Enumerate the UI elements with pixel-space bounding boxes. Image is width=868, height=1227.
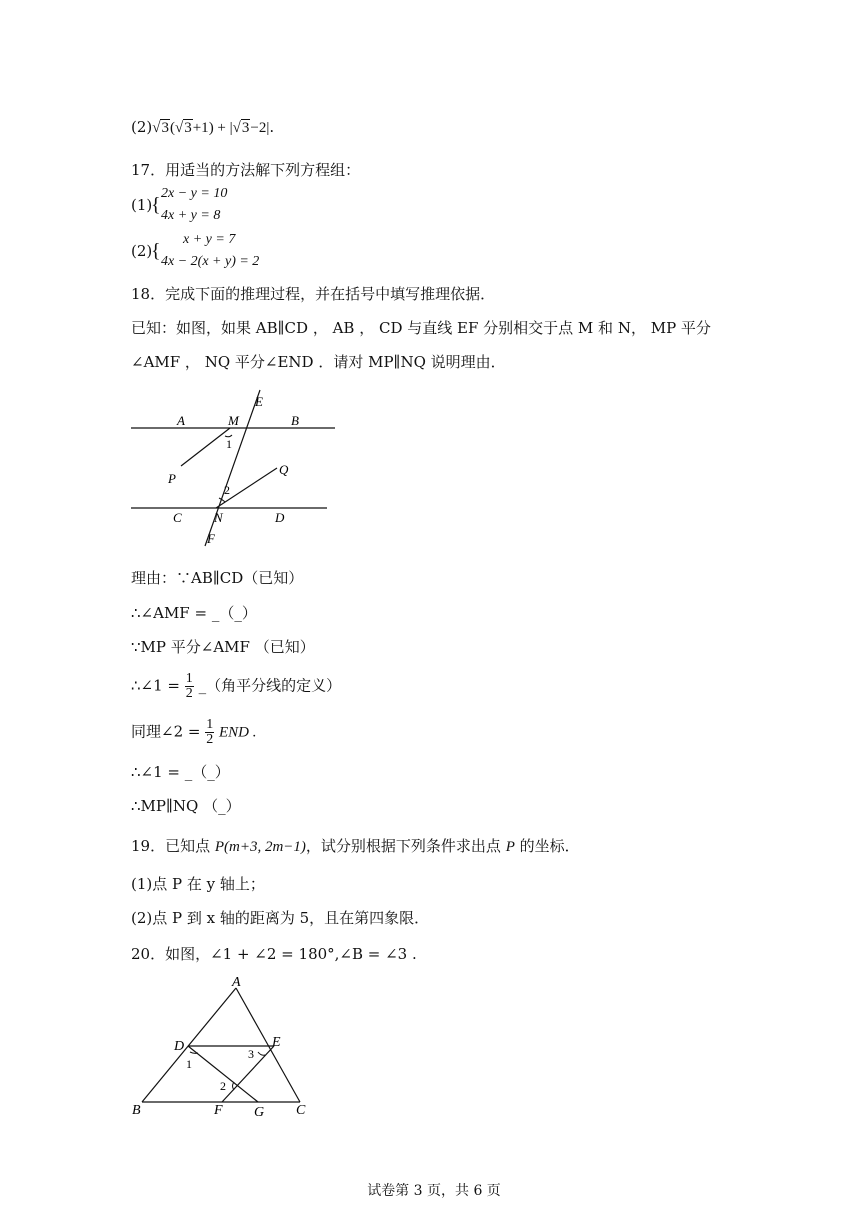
q19-title <box>131 836 580 857</box>
label-G: G <box>254 1105 265 1120</box>
q18-step5-num: 1 <box>206 717 214 732</box>
label-B: B <box>291 413 299 428</box>
label-C: C <box>173 510 182 525</box>
q17-sys2-brace: { <box>151 240 161 262</box>
q17-sys1-label: (1) <box>131 196 153 214</box>
label-D: D <box>174 1039 185 1054</box>
q17-system2 <box>131 232 351 276</box>
q17-title: 17．用适当的方法解下列方程组： <box>131 161 361 179</box>
q18-step4-fraction <box>185 672 194 701</box>
label-2: 2 <box>224 483 230 497</box>
label-P: P <box>168 471 176 486</box>
label-1: 1 <box>226 437 232 451</box>
q18-step4 <box>131 672 341 701</box>
q19-title-a: 19．已知点 <box>131 837 215 855</box>
label-M: M <box>228 413 239 428</box>
q18-step2: ∴∠AMF = _（_） <box>131 604 257 622</box>
label-F: F <box>207 531 215 546</box>
label-F: F <box>214 1103 223 1118</box>
q19-part2: (2)点 P 到 x 轴的距离为 5，且在第四象限． <box>131 909 430 927</box>
q17-sys2-eq1: x + y = 7 <box>183 232 236 247</box>
q18-step4-num: 1 <box>185 671 193 686</box>
q16-period: . <box>269 118 275 136</box>
q16-radicand-a: 3 <box>161 120 169 136</box>
q19-part1: (1)点 P 在 y 轴上； <box>131 875 265 893</box>
q16-radicand-b: 3 <box>184 120 192 136</box>
angle2-arc <box>233 1082 235 1090</box>
label-Q: Q <box>279 462 289 477</box>
q17-sys2-label: (2) <box>131 242 153 260</box>
label-E: E <box>255 394 263 409</box>
angle3-arc <box>258 1052 265 1055</box>
q17-sys1-eq2: 4x + y = 8 <box>161 208 221 223</box>
q18-given-line1: 已知：如图，如果 AB∥CD ， AB ， CD 与直线 EF 分别相交于点 M 和 N， MP 平分 <box>131 319 711 337</box>
q18-step5 <box>131 718 257 747</box>
q17-sys2-eq2: 4x − 2(x + y) = 2 <box>161 254 260 269</box>
q17-sys1-brace: { <box>151 194 161 216</box>
q18-step4-head: ∴∠1 = <box>131 676 180 695</box>
q16-part2 <box>131 117 274 138</box>
q18-given-line2: ∠AMF ， NQ 平分∠END ．请对 MP∥NQ 说明理由． <box>131 353 506 371</box>
q18-step5-fraction <box>205 718 214 747</box>
side-ac <box>236 988 300 1102</box>
label-D: D <box>275 510 285 525</box>
q18-step5-head: 同理∠2 = <box>131 722 201 741</box>
q18-step5-den: 2 <box>206 732 214 747</box>
label-E: E <box>272 1035 281 1050</box>
label-B: B <box>132 1103 141 1118</box>
q18-step3: ∵MP 平分∠AMF （已知） <box>131 638 315 656</box>
q18-title: 18．完成下面的推理过程，并在括号中填写推理依据． <box>131 285 496 303</box>
q18-step4-den: 2 <box>185 686 193 701</box>
q18-step6: ∴∠1 = _（_） <box>131 763 230 781</box>
q20-figure <box>126 972 326 1122</box>
q19-title-c: 的坐标． <box>514 837 580 855</box>
q19-point: P(m+3, 2m−1) <box>214 839 306 855</box>
q19-title-p: P <box>505 839 515 855</box>
q16-label: (2) <box>131 118 153 136</box>
page-footer: 试卷第 3 页，共 6 页 <box>367 1183 501 1199</box>
q16-term: +1 <box>192 120 209 136</box>
label-N: N <box>214 510 223 525</box>
q18-step4-tail: _（角平分线的定义） <box>198 676 342 695</box>
q18-step5-tail: END . <box>219 724 257 741</box>
q18-figure <box>125 388 345 548</box>
ray-mp <box>181 428 230 466</box>
q17-sys1-eq1: 2x − y = 10 <box>161 186 228 201</box>
q18-step1: 理由：∵AB∥CD（已知） <box>131 569 304 587</box>
q16-term2: −2 <box>250 120 267 136</box>
q18-step7: ∴MP∥NQ （_） <box>131 797 241 815</box>
label-3: 3 <box>248 1047 254 1061</box>
q17-system1 <box>131 186 331 230</box>
label-2: 2 <box>220 1079 226 1093</box>
q20-title: 20．如图，∠1 + ∠2 = 180°,∠B = ∠3 . <box>131 945 417 963</box>
q16-radicand-d: 3 <box>241 120 250 136</box>
label-1: 1 <box>186 1057 192 1071</box>
label-C: C <box>296 1103 306 1118</box>
q19-title-b: ，试分别根据下列条件求出点 <box>305 837 506 855</box>
label-A: A <box>232 975 241 990</box>
label-A: A <box>177 413 185 428</box>
q16-expression: √3(√3+1) + |√3−2| <box>152 120 270 136</box>
